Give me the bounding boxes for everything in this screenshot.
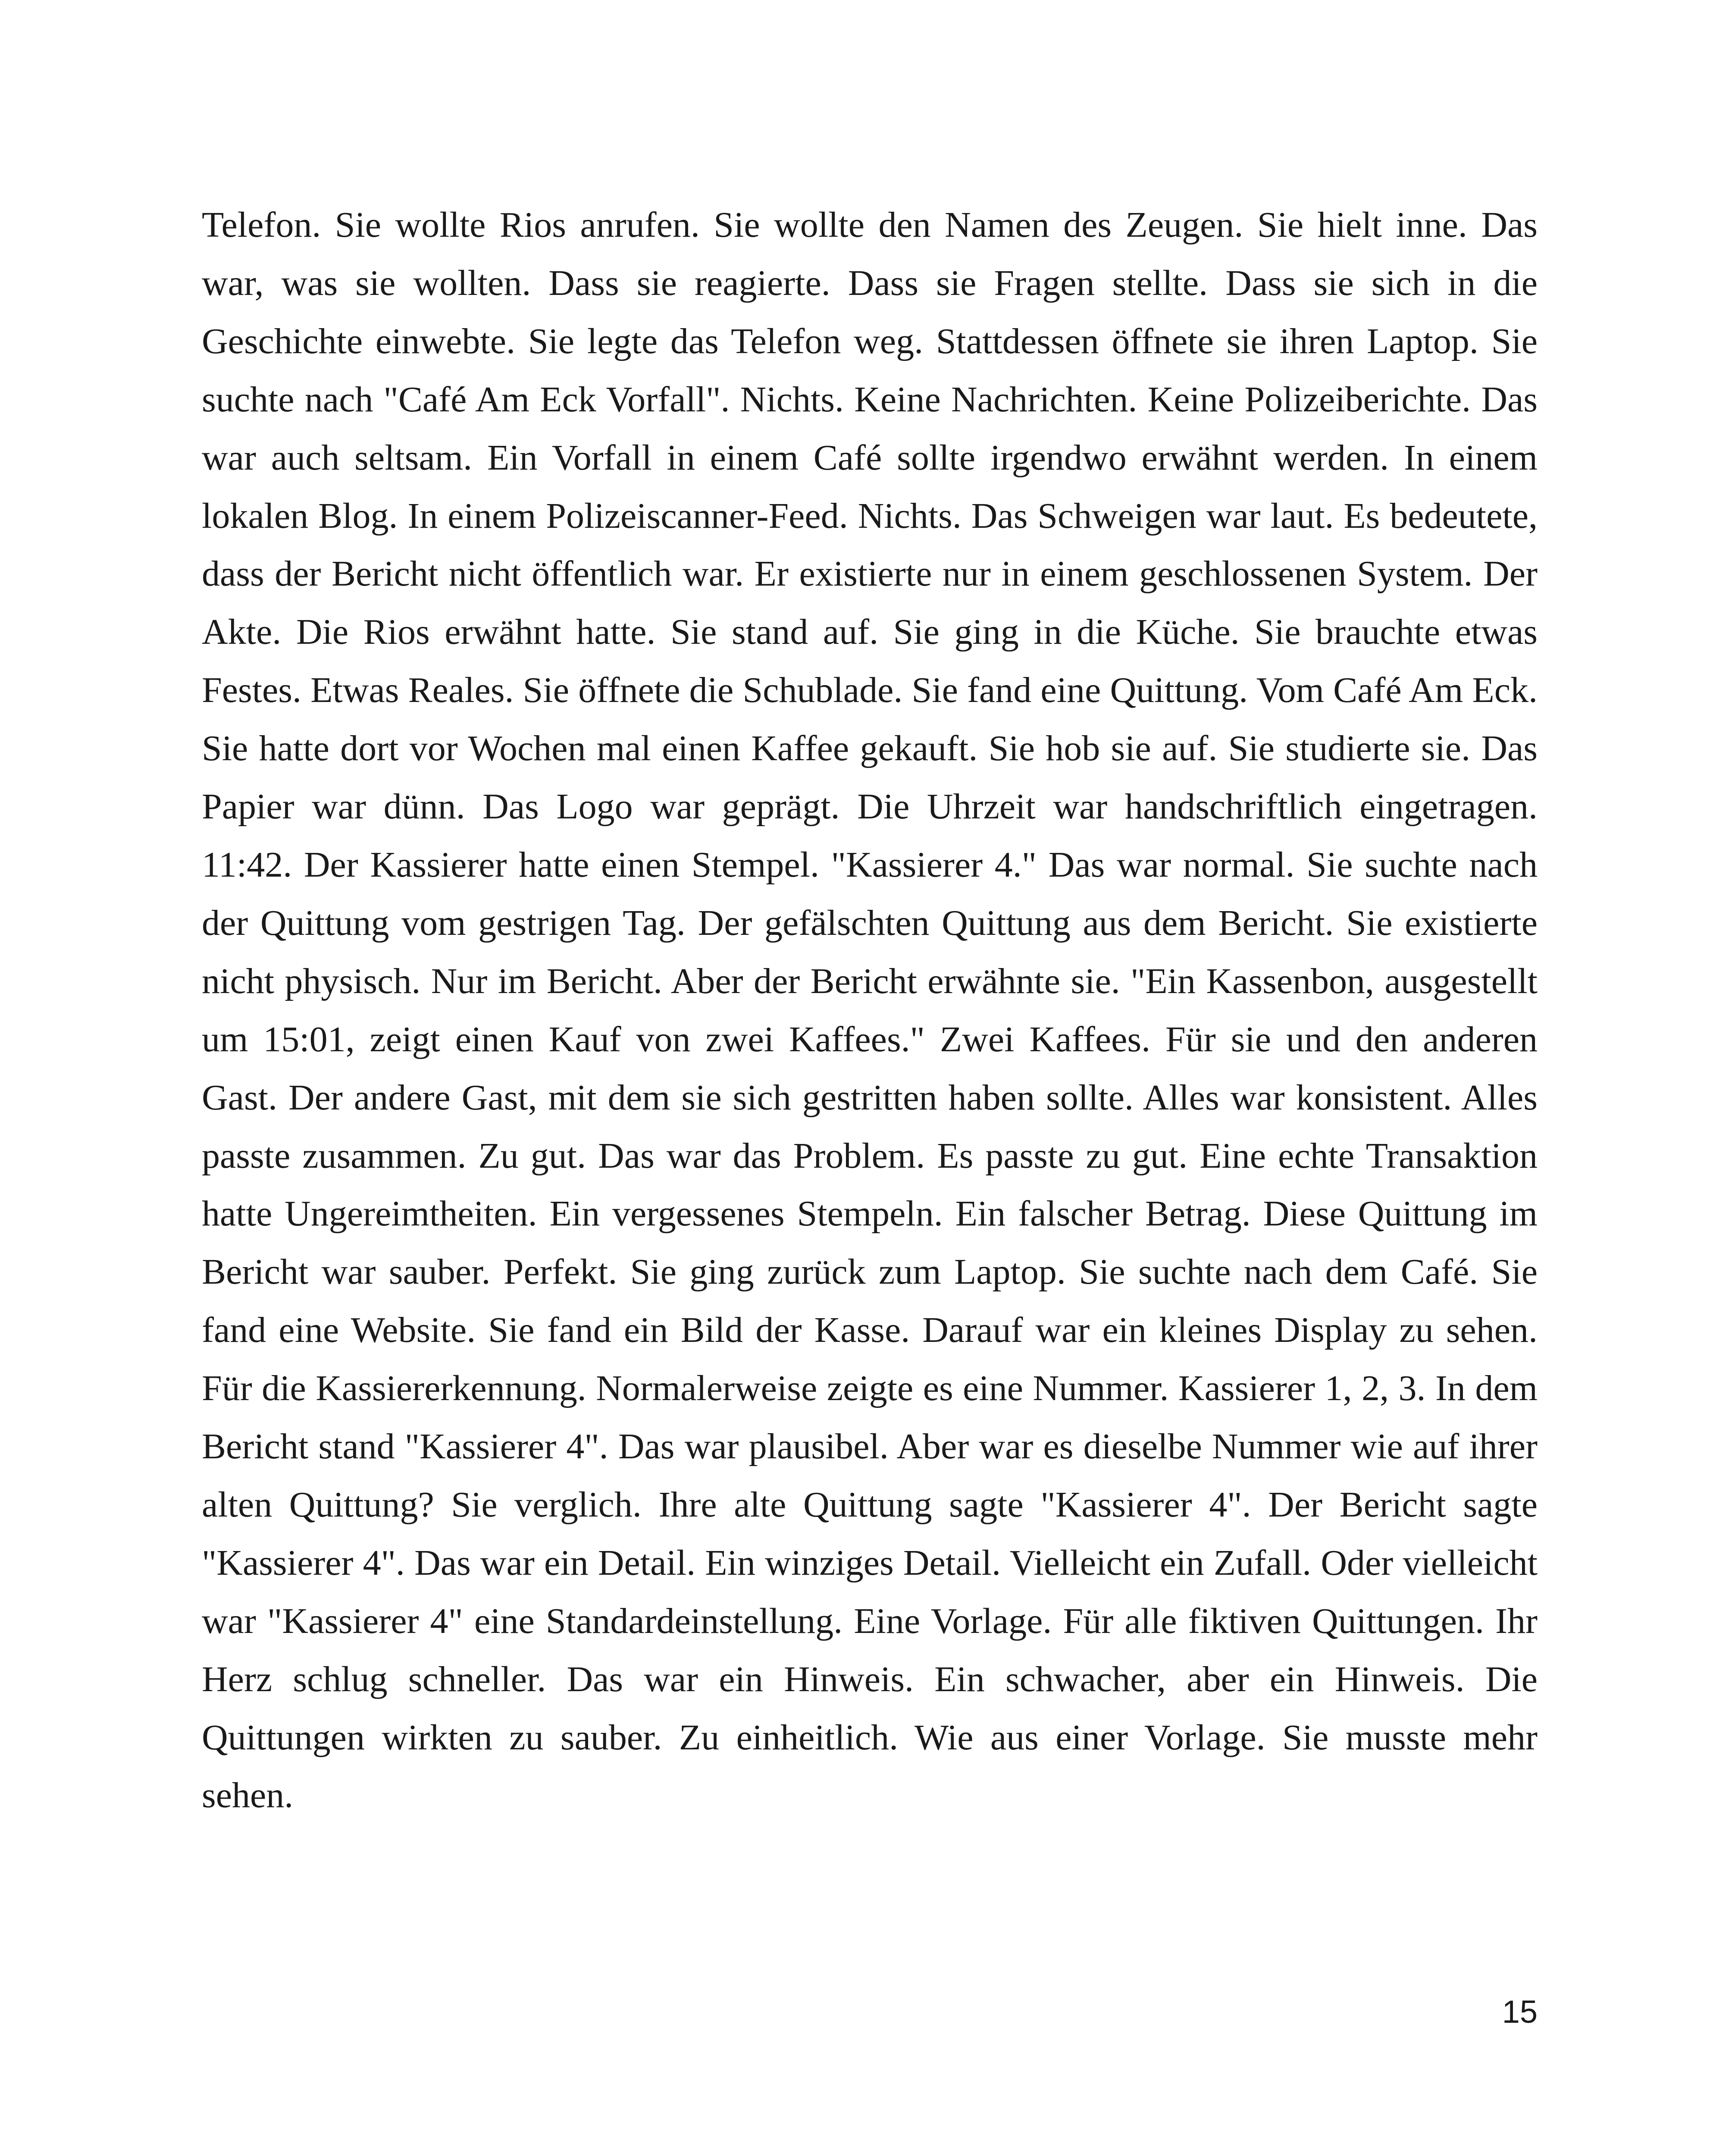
page-number: 15: [1502, 1994, 1538, 2030]
body-paragraph: Telefon. Sie wollte Rios anrufen. Sie wollte den Namen des Zeugen. Sie hielt inne. Das war, was sie wollten. Dass sie reagierte. Dass sie Fragen stellte. Dass sie sich in die Geschichte einwebte. Sie legte das Telefon weg. Stattdessen öffnete sie ihren Laptop. Sie suchte nach "Café Am Eck Vorfall". Nichts. Keine Nachrichten. Keine Polizeiberichte. Das war auch seltsam. Ein Vorfall in einem Café sollte irgendwo erwähnt werden. In einem lokalen Blog. In einem Polizeiscanner-Feed. Nichts. Das Schweigen war laut. Es bedeutete, dass der Bericht nicht öffentlich war. Er existierte nur in einem geschlossenen System. Der Akte. Die Rios erwähnt hatte. Sie stand auf. Sie ging in die Küche. Sie brauchte etwas Festes. Etwas Reales. Sie öffnete die Schublade. Sie fand eine Quittung. Vom Café Am Eck. Sie hatte dort vor Wochen mal einen Kaffee gekauft. Sie hob sie auf. Sie studierte sie. Das Papier war dünn. Das Logo war geprägt. Die Uhrzeit war handschriftlich eingetragen. 11:42. Der Kassierer hatte einen Stempel. "Kassierer 4." Das war normal. Sie suchte nach der Quittung vom gestrigen Tag. Der gefälschten Quittung aus dem Bericht. Sie existierte nicht physisch. Nur im Bericht. Aber der Bericht erwähnte sie. "Ein Kassenbon, ausgestellt um 15:01, zeigt einen Kauf von zwei Kaffees." Zwei Kaffees. Für sie und den anderen Gast. Der andere Gast, mit dem sie sich gestritten haben sollte. Alles war konsistent. Alles passte zusammen. Zu gut. Das war das Problem. Es passte zu gut. Eine echte Transaktion hatte Ungereimtheiten. Ein vergessenes Stempeln. Ein falscher Betrag. Diese Quittung im Bericht war sauber. Perfekt. Sie ging zurück zum Laptop. Sie suchte nach dem Café. Sie fand eine Website. Sie fand ein Bild der Kasse. Darauf war ein kleines Display zu sehen. Für die Kassiererkennung. Normalerweise zeigte es eine Nummer. Kassierer 1, 2, 3. In dem Bericht stand "Kassierer 4". Das war plausibel. Aber war es dieselbe Nummer wie auf ihrer alten Quittung? Sie verglich. Ihre alte Quittung sagte "Kassierer 4". Der Bericht sagte "Kassierer 4". Das war ein Detail. Ein winziges Detail. Vielleicht ein Zufall. Oder vielleicht war "Kassierer 4" eine Standardeinstellung. Eine Vorlage. Für alle fiktiven Quittungen. Ihr Herz schlug schneller. Das war ein Hinweis. Ein schwacher, aber ein Hinweis. Die Quittungen wirkten zu sauber. Zu einheitlich. Wie aus einer Vorlage. Sie musste mehr sehen.: [202, 205, 1538, 1816]
